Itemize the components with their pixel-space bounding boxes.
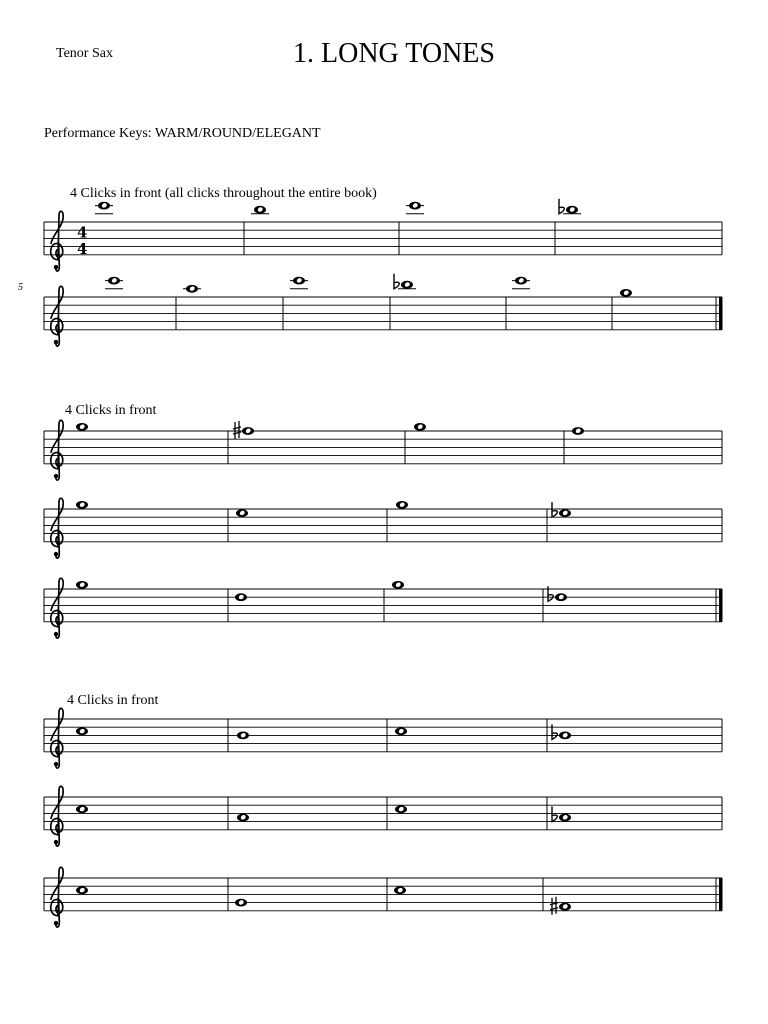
performance-keys: Performance Keys: WARM/ROUND/ELEGANT	[44, 126, 321, 141]
treble-clef-dot	[54, 340, 58, 344]
sharp-icon	[550, 897, 558, 915]
instrument-name: Tenor Sax	[56, 46, 113, 61]
flat-icon	[559, 199, 564, 214]
flat-icon	[552, 807, 557, 822]
treble-clef-icon	[51, 786, 63, 846]
flat-icon	[552, 502, 557, 517]
time-signature-bottom: 4	[77, 239, 88, 258]
treble-clef-dot	[54, 474, 58, 478]
final-barline-thick	[719, 589, 723, 622]
treble-clef-icon	[51, 867, 63, 927]
section-label: 4 Clicks in front	[67, 693, 159, 708]
time-signature-top: 4	[77, 223, 88, 242]
treble-clef-icon	[51, 420, 63, 480]
treble-clef-icon	[51, 211, 63, 271]
treble-clef-dot	[54, 921, 58, 925]
page-title: 1. LONG TONES	[293, 38, 495, 69]
section-label: 4 Clicks in front	[65, 403, 157, 418]
section-label: 4 Clicks in front (all clicks throughout the entire book)	[70, 186, 377, 201]
final-barline-thick	[719, 297, 723, 330]
treble-clef-dot	[54, 552, 58, 556]
flat-icon	[394, 274, 399, 289]
final-barline-thick	[719, 878, 723, 911]
treble-clef-icon	[51, 286, 63, 346]
flat-icon	[548, 586, 553, 601]
treble-clef-icon	[51, 578, 63, 638]
treble-clef-icon	[51, 708, 63, 768]
treble-clef-dot	[54, 840, 58, 844]
treble-clef-dot	[54, 762, 58, 766]
treble-clef-dot	[54, 632, 58, 636]
sharp-icon	[233, 421, 241, 439]
flat-icon	[552, 724, 557, 739]
measure-number: 5	[18, 282, 23, 293]
treble-clef-dot	[54, 265, 58, 269]
treble-clef-icon	[51, 498, 63, 558]
